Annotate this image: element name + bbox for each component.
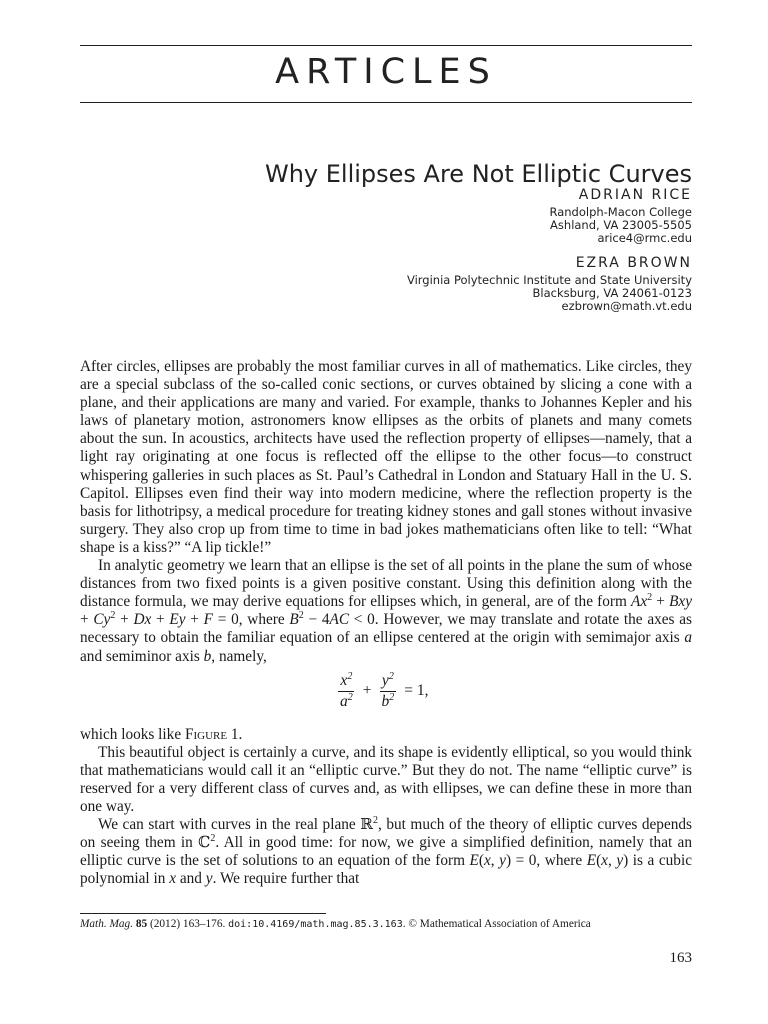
paragraph-definition: We can start with curves in the real plane ℝ$^2$, but much of the theory of elliptic curves depends on seeing them in ℂ$^2$. All in good time: for now, we give a simplified definition, namely that an elliptic curve is the set of solutions to an equation of the form E(x, y) = 0, where E(x, y) is a cubic polynomial in x and y. We require further that xyxy=(80,815,692,888)
author-block-rice xyxy=(549,187,692,245)
header-rule-top xyxy=(80,45,692,46)
author-email[interactable]: arice4@rmc.edu xyxy=(597,231,692,245)
paragraph-analytic-geometry: In analytic geometry we learn that an ellipse is the set of all points in the plane the sum of whose distances from two fixed points is a given positive constant. Using this definition along with the distance formula, we may derive equations for ellipses which, in general, are of the form $Ax^2$ + Bxy + $Cy^2 + Dx + Ey + F = 0$, where $B^2 - 4AC < 0$. However, we may translate and rotate the axes as necessary to obtain the familiar equation of an ellipse centered at the origin with semimajor axis a and semiminor axis b, namely, xyxy=(80,557,693,665)
doi-link[interactable]: doi:10.4169/math.mag.85.3.163 xyxy=(228,919,403,930)
author-name: ADRIAN RICE xyxy=(578,187,692,203)
author-block-brown xyxy=(407,255,692,313)
author-address: Blacksburg, VA 24061-0123 xyxy=(532,286,692,300)
paragraph-figure-ref: which looks like Figure 1. xyxy=(80,725,243,743)
figure-1-link[interactable]: Figure 1 xyxy=(184,725,239,743)
header-rule-bottom xyxy=(80,102,692,103)
paragraph-intro: After circles, ellipses are probably the most familiar curves in all of mathematics. Like circles, they are a special subclass of the so-called conic sections, or curves obtained by slicing a cone with a plane, and their applications are many and varied. For example, thanks to Johannes Kepler and his laws of planetary motion, astronomers know ellipses as the orbits of planets and many comets about the sun. In acoustics, architects have used the reflection property of ellipses—namely, that a light ray originating at one focus is reflected off the ellipse to the other focus—to construct whispering galleries in such places as St. Paul’s Cathedral in London and Statuary Hall in the U. S. Capitol. Ellipses even find their way into modern medicine, where the reflection property is the basis for lithotripsy, a medical procedure for treating kidney stones and gall stones without invasive surgery. They also crop up from time to time in bad jokes mathematicians often like to tell: “What shape is a kiss?” “A lip tickle!” xyxy=(80,358,692,556)
article-body xyxy=(80,358,692,888)
citation-footnote: Math. Mag. 85 (2012) 163–176. doi:10.4169/math.mag.85.3.163. © Mathematical Association of America xyxy=(80,918,591,930)
author-email[interactable]: ezbrown@math.vt.edu xyxy=(561,299,692,313)
page-number: 163 xyxy=(669,950,692,966)
author-name: EZRA BROWN xyxy=(575,255,692,271)
author-affiliation: Randolph-Macon College xyxy=(549,205,692,219)
author-affiliation: Virginia Polytechnic Institute and State University xyxy=(406,273,692,287)
paper-title: Why Ellipses Are Not Elliptic Curves xyxy=(264,160,692,189)
section-title: ARTICLES xyxy=(275,52,497,92)
author-address: Ashland, VA 23005-5505 xyxy=(550,218,692,232)
footnote-rule xyxy=(80,913,326,914)
paragraph-curve: This beautiful object is certainly a curve, and its shape is evidently elliptical, so you would think that mathematicians would call it an “elliptic curve.” But they do not. The name “elliptic curve” is reserved for a very different class of curves and, as with ellipses, we can define these in more than one way. xyxy=(80,743,692,815)
ellipse-equation: $\frac{x^2}{a^2}$ + $\frac{y^2}{b^2}$ = 1, xyxy=(340,670,429,710)
